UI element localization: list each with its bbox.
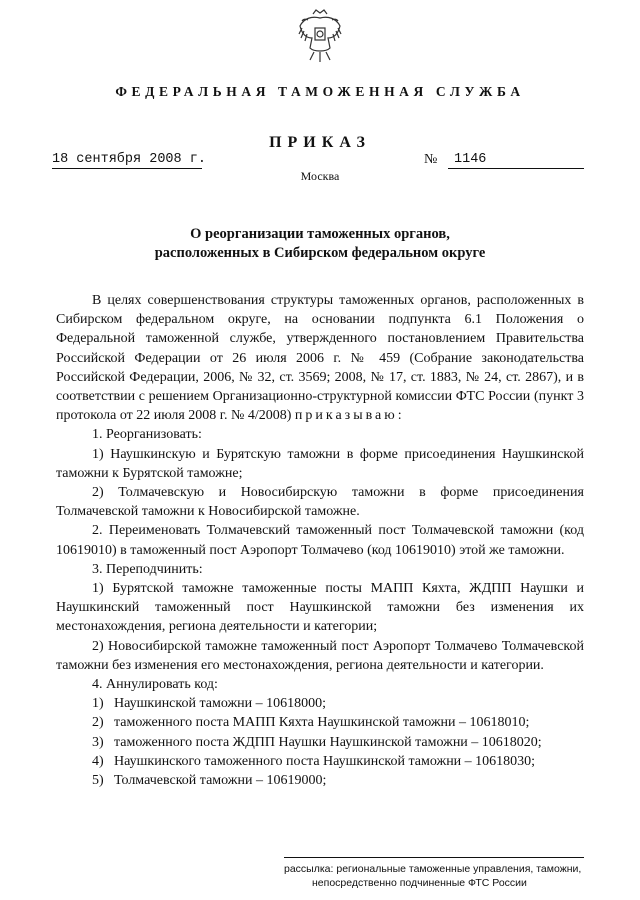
item-3-title: 3. Переподчинить: [92,561,203,577]
item-3-1: 1) Бурятской таможне таможенные посты МАПП Кяхта, ЖДПП Наушки и Наушкинский таможенный пост Наушкинской таможни без изменения их местонахождения, региона деятельности и категории; [56,581,584,635]
item-1-2: 2) Толмачевскую и Новосибирскую таможни в форме присоединения Толмачевской таможни к Новосибирской таможне. [56,485,584,520]
preamble [56,291,584,425]
order-date: 18 сентября 2008 г. [52,152,206,167]
order-subject [0,225,640,263]
code-list-item: 3) таможенного поста ЖДПП Наушки Наушкинской таможни – 10618020; [92,734,542,750]
document-type: ПРИКАЗ [269,134,371,151]
item-2: 2. Переименовать Толмачевский таможенный пост Толмачевской таможни (код 10619010) в таможенный пост Аэропорт Толмачево (код 10619010) этой же таможни. [56,523,584,558]
item-4-title: 4. Аннулировать код: [92,677,218,693]
mailing-line-2: непосредственно подчиненные ФТС России [312,877,527,889]
mailing-list [284,862,604,890]
order-keyword: приказываю: [294,408,405,424]
mailing-divider [284,857,584,858]
order-number-label: № [424,152,438,167]
city: Москва [300,169,340,183]
order-number: 1146 [448,152,584,169]
item-1-1: 1) Наушкинскую и Бурятскую таможни в форме присоединения Наушкинской таможни к Бурятской таможне; [56,446,584,481]
code-list-item: 1) Наушкинской таможни – 10618000; [92,696,327,712]
subject-line-2: расположенных в Сибирском федеральном округе [154,245,486,261]
double-headed-eagle-icon [296,8,344,64]
item-1-title: 1. Реорганизовать: [92,427,202,443]
preamble-text: В целях совершенствования структуры таможенных органов, расположенных в Сибирском федеральном округе, на основании подпункта 6.1 Положения о Федеральной таможенной службе, утвержденного постановлением Правительства Российской Федерации от 26 июля 2006 г. № 459 (Собрание законодательства Российской Федерации, 2006, № 32, ст. 3569; 2008, № 17, ст. 1883, № 24, ст. 2867), и в соответствии с решением Организационно-структурной комиссии ФТС России (пункт 3 протокола от 22 июля 2008 г. № 4/2008) [56,293,584,424]
code-list-item: 4) Наушкинского таможенного поста Наушкинской таможни – 10618030; [92,753,536,769]
code-list-item: 5) Толмачевской таможни – 10619000; [92,773,327,789]
subject-line-1: О реорганизации таможенных органов, [190,226,450,242]
order-body [56,291,584,790]
code-list-item: 2) таможенного поста МАПП Кяхта Наушкинской таможни – 10618010; [92,715,530,731]
agency-name: ФЕДЕРАЛЬНАЯ ТАМОЖЕННАЯ СЛУЖБА [115,84,525,99]
item-3-2: 2) Новосибирской таможне таможенный пост Аэропорт Толмачево Толмачевской таможни без изменения его местонахождения, региона деятельности и категории. [56,638,584,673]
mailing-line-1: рассылка: региональные таможенные управления, таможни, [284,863,582,875]
